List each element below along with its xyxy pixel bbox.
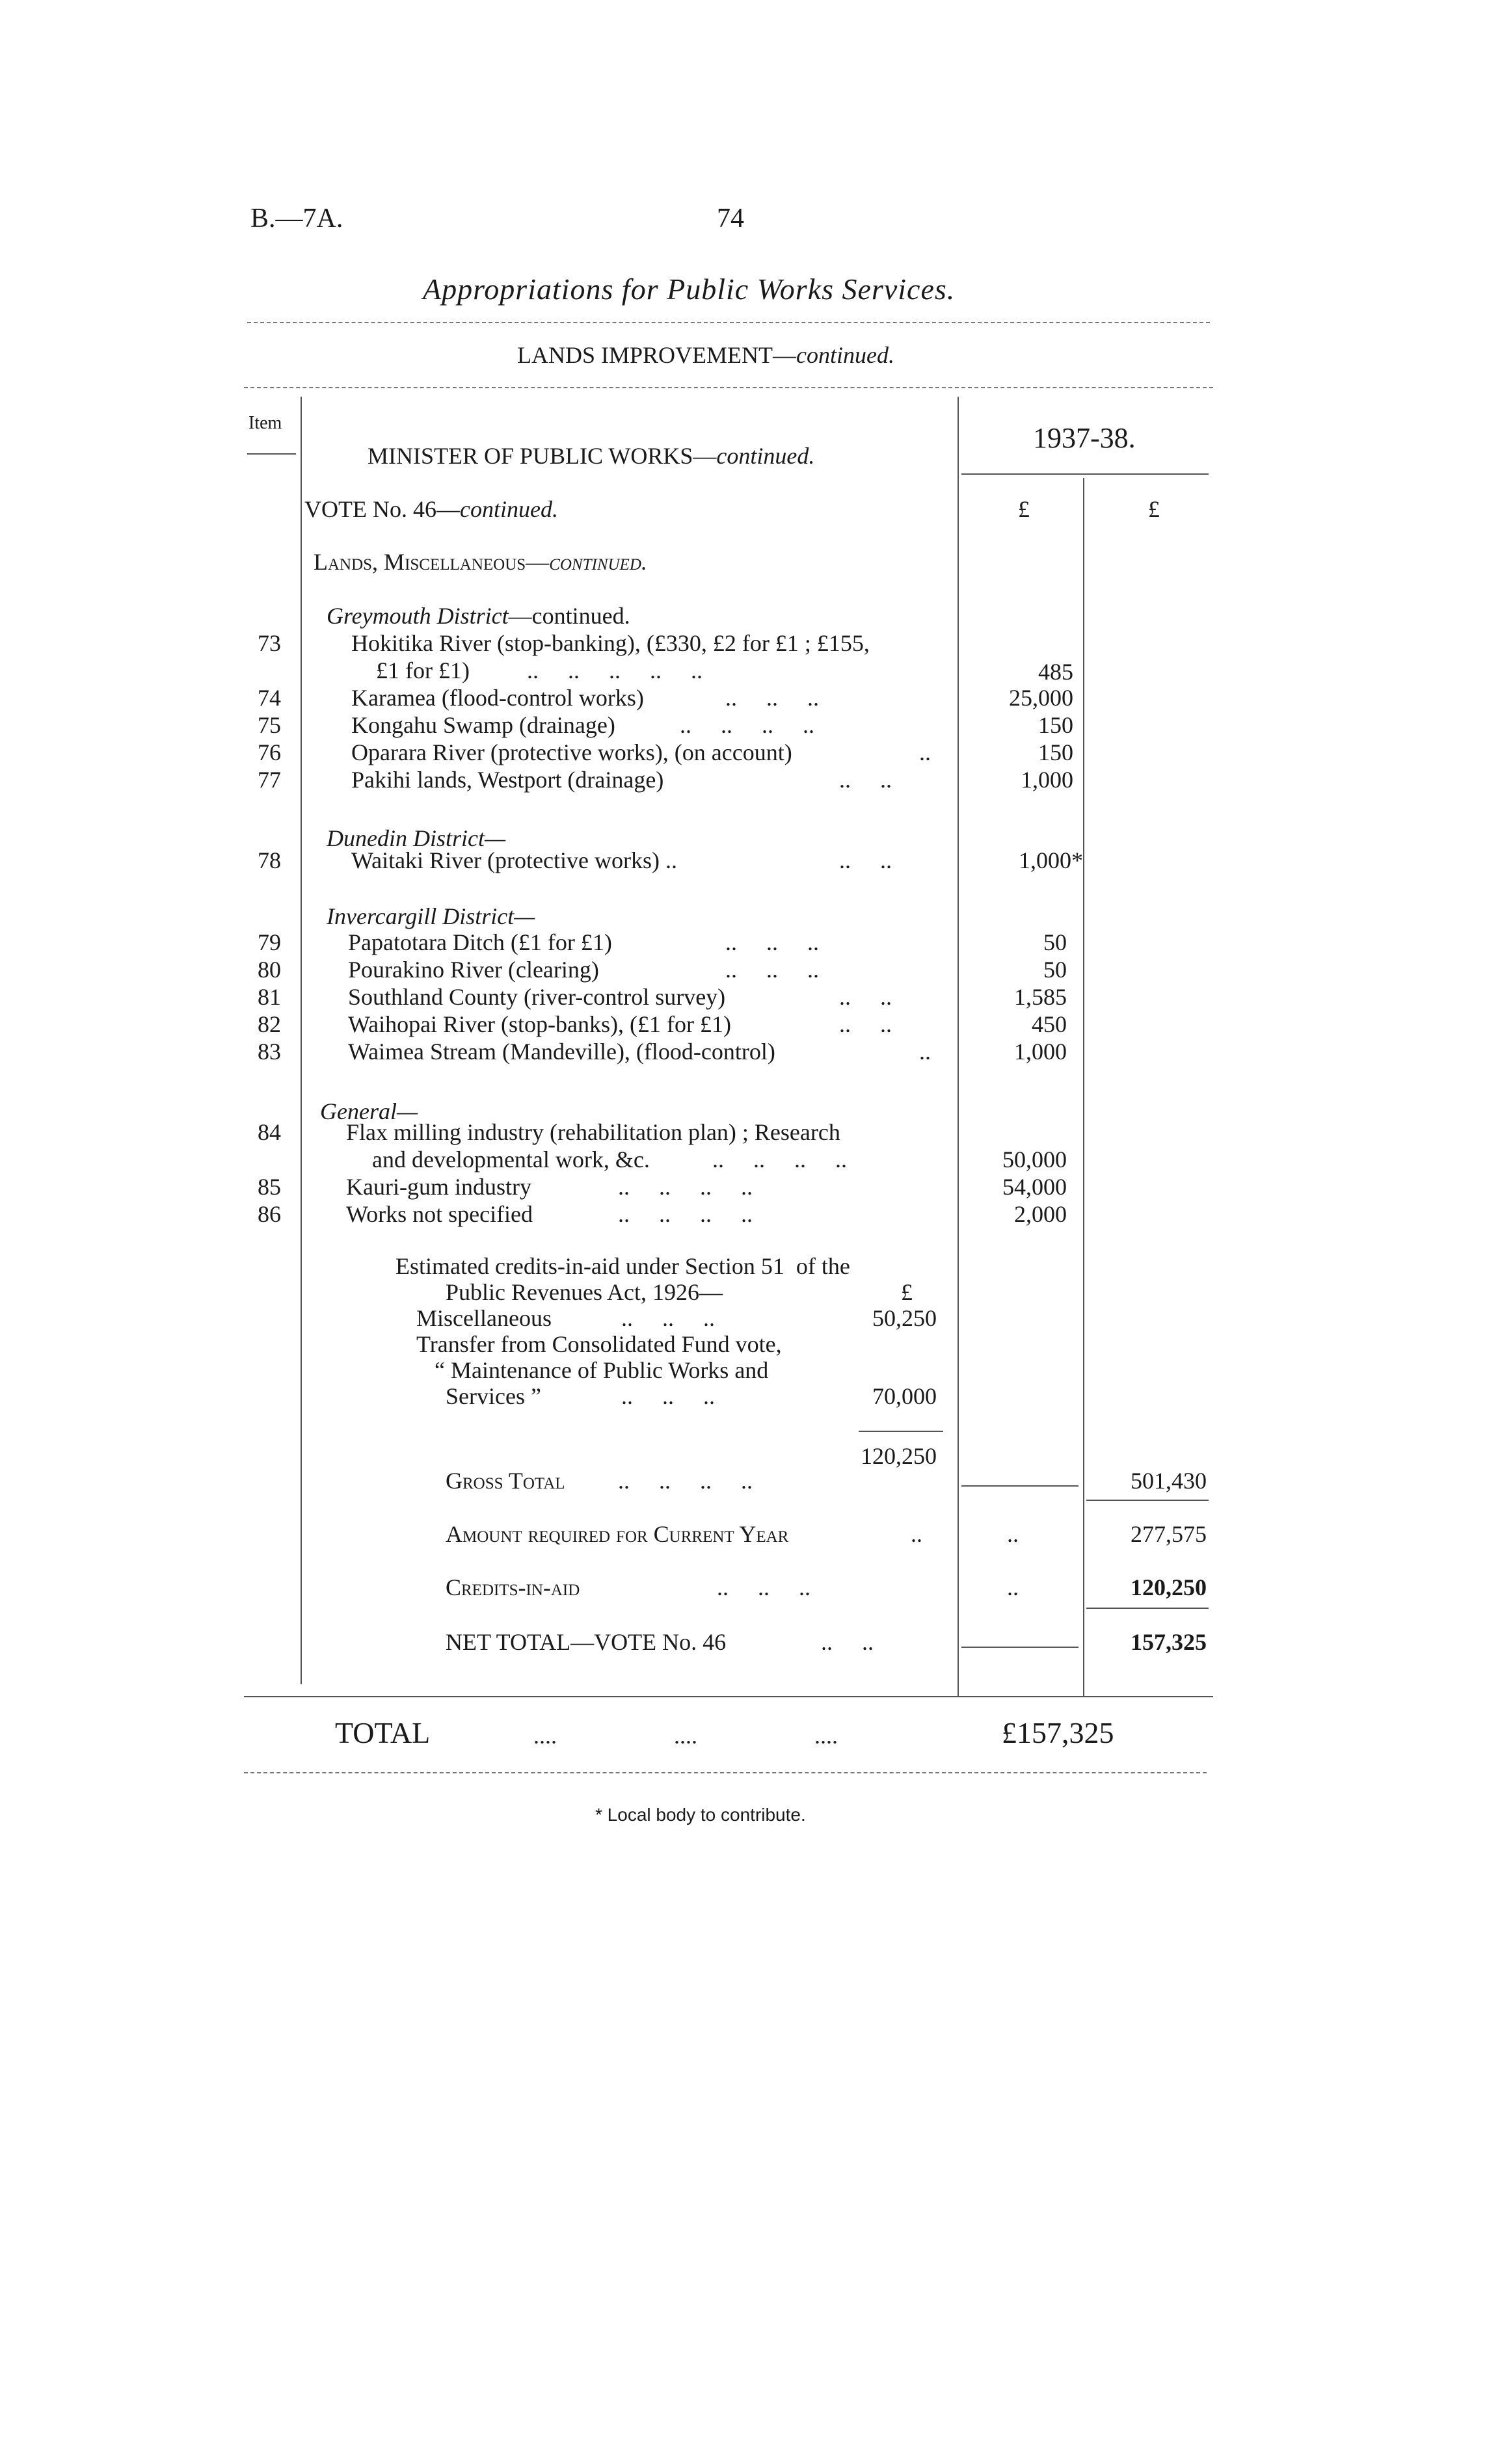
leader-dots: .. .. .. .. [712,1146,847,1172]
leader-dots: .. .. .. [717,1574,810,1600]
item-description: Kauri-gum industry [346,1174,531,1200]
pound-column-1: £ [1018,496,1030,522]
greymouth-district-heading: Greymouth District—continued. [327,603,630,629]
invercargill-district-heading: Invercargill District— [327,903,535,929]
table-bottom-rule [244,1696,1213,1697]
item-description: Works not specified [346,1201,533,1227]
leader-dots: .. .. .. [621,1305,715,1331]
current-year-amount: 277,575 [1131,1521,1207,1547]
grand-total-amount: £157,325 [1002,1716,1114,1749]
section-subtitle: LANDS IMPROVEMENT—continued. [517,342,894,368]
item-amount: 1,000 [1021,767,1073,793]
amount-column-divider [958,397,959,1697]
total-column-divider [1083,478,1084,1697]
leader-dots: .. .. .. [621,1383,715,1409]
item-description: Pourakino River (clearing) [348,957,599,983]
net-total-label: NET TOTAL—VOTE No. 46 [446,1629,727,1655]
gross-total-label: Gross Total [446,1468,565,1494]
item-description-cont: £1 for £1) [376,657,470,683]
current-year-placeholder: .. [1007,1521,1019,1547]
item-number: 86 [258,1201,281,1227]
credits-subtotal-rule [859,1431,943,1432]
item-amount: 2,000 [1014,1201,1067,1227]
general-heading: General— [320,1098,418,1124]
item-column-header: Item [248,413,282,433]
item-number: 85 [258,1174,281,1200]
leader-dots: .. .. .. .. .. [527,657,703,683]
leader-dots: .. .. .. [725,685,819,711]
gross-total-amount-rule [961,1485,1078,1487]
leader-dots: .. .. .. [725,929,819,955]
title-rule [247,322,1210,323]
item-description: Hokitika River (stop-banking), (£330, £2 for £1 ; £155, [351,630,870,656]
item-amount: 50 [1043,957,1067,983]
item-number: 76 [258,739,281,765]
page-title: Appropriations for Public Works Services. [423,272,956,306]
credits-transfer-label: Transfer from Consolidated Fund vote, [416,1331,782,1357]
leader-dots: .. .. [839,1011,892,1037]
net-total-amount: 157,325 [1131,1629,1207,1655]
item-amount: 1,585 [1014,984,1067,1010]
year-header-rule [961,473,1209,475]
dunedin-district-heading: Dunedin District— [327,825,505,851]
credits-transfer-cont2: Services ” [446,1383,541,1409]
minister-heading: MINISTER OF PUBLIC WORKS—continued. [368,443,815,469]
item-description: Waimea Stream (Mandeville), (flood-control) [348,1039,775,1065]
item-number: 82 [258,1011,281,1037]
item-description: Karamea (flood-control works) [351,685,644,711]
item-amount: 1,000* [1019,847,1083,873]
leader-dots: .. .. .. .. [618,1201,753,1227]
leader-dots: .. .. .. .. [618,1468,753,1494]
credits-in-aid-amount: 120,250 [1131,1574,1207,1600]
table-top-rule [244,387,1213,388]
item-number: 81 [258,984,281,1010]
leader-dots: .. [919,739,931,765]
leader-dots: .. .. .. .. [618,1174,753,1200]
pound-column-2: £ [1148,496,1160,522]
item-description: Southland County (river-control survey) [348,984,726,1010]
credits-subtotal: 120,250 [861,1443,937,1469]
item-number: 79 [258,929,281,955]
item-description-cont: and developmental work, &c. [372,1146,650,1172]
credits-intro: Estimated credits-in-aid under Section 51 of the [395,1253,850,1279]
page-number: 74 [717,204,744,233]
item-description: Waitaki River (protective works) .. [351,847,677,873]
item-description: Waihopai River (stop-banks), (£1 for £1) [348,1011,731,1037]
gross-total-amount: 501,430 [1131,1468,1207,1494]
credits-in-aid-label: Credits-in-aid [446,1574,580,1600]
credits-pound-sign: £ [901,1279,913,1305]
item-number: 73 [258,630,281,656]
item-amount: 150 [1038,712,1073,738]
item-header-rule [247,453,296,455]
leader-dots: .. .. .. [725,957,819,983]
credits-intro-cont: Public Revenues Act, 1926— [446,1279,723,1305]
item-number: 77 [258,767,281,793]
credits-transfer-cont: “ Maintenance of Public Works and [435,1357,769,1383]
item-description: Oparara River (protective works), (on account) [351,739,792,765]
item-amount: 450 [1032,1011,1067,1037]
leader-dots: .. .. [839,984,892,1010]
leader-dots: .. .. .. .. [680,712,814,738]
leader-dots: .. .. [839,847,892,873]
credits-in-aid-rule [1086,1608,1209,1609]
credits-transfer-amount: 70,000 [872,1383,937,1409]
item-amount: 25,000 [1009,685,1073,711]
lands-misc-heading: Lands, Miscellaneous—continued. [314,549,647,575]
item-amount: 50,000 [1002,1146,1067,1172]
vote-heading: VOTE No. 46—continued. [304,496,558,522]
net-total-amount-rule [961,1647,1078,1648]
total-bottom-rule [244,1772,1207,1773]
leader-dots: .. [911,1521,922,1547]
credits-misc-label: Miscellaneous [416,1305,552,1331]
grand-total-label: TOTAL [335,1716,431,1749]
gross-total-rule [1086,1500,1209,1501]
item-amount: 1,000 [1014,1039,1067,1065]
item-amount: 150 [1038,739,1073,765]
credits-misc-amount: 50,250 [872,1305,937,1331]
leader-dots: .... .... .... [533,1723,838,1749]
item-amount: 50 [1043,929,1067,955]
footnote: * Local body to contribute. [595,1805,806,1825]
credits-in-aid-placeholder: .. [1007,1574,1019,1600]
document-reference: B.—7A. [250,204,343,233]
item-amount: 485 [1038,659,1073,685]
leader-dots: .. .. [821,1629,874,1655]
item-number: 84 [258,1119,281,1145]
item-description: Kongahu Swamp (drainage) [351,712,615,738]
current-year-label: Amount required for Current Year [446,1521,789,1547]
item-description: Papatotara Ditch (£1 for £1) [348,929,612,955]
item-column-divider [301,397,302,1684]
leader-dots: .. [919,1039,931,1065]
leader-dots: .. .. [839,767,892,793]
item-number: 78 [258,847,281,873]
item-amount: 54,000 [1002,1174,1067,1200]
item-number: 74 [258,685,281,711]
item-number: 83 [258,1039,281,1065]
year-column-header: 1937-38. [1033,422,1136,454]
item-number: 80 [258,957,281,983]
item-description: Pakihi lands, Westport (drainage) [351,767,664,793]
item-number: 75 [258,712,281,738]
item-description: Flax milling industry (rehabilitation plan) ; Research [346,1119,840,1145]
